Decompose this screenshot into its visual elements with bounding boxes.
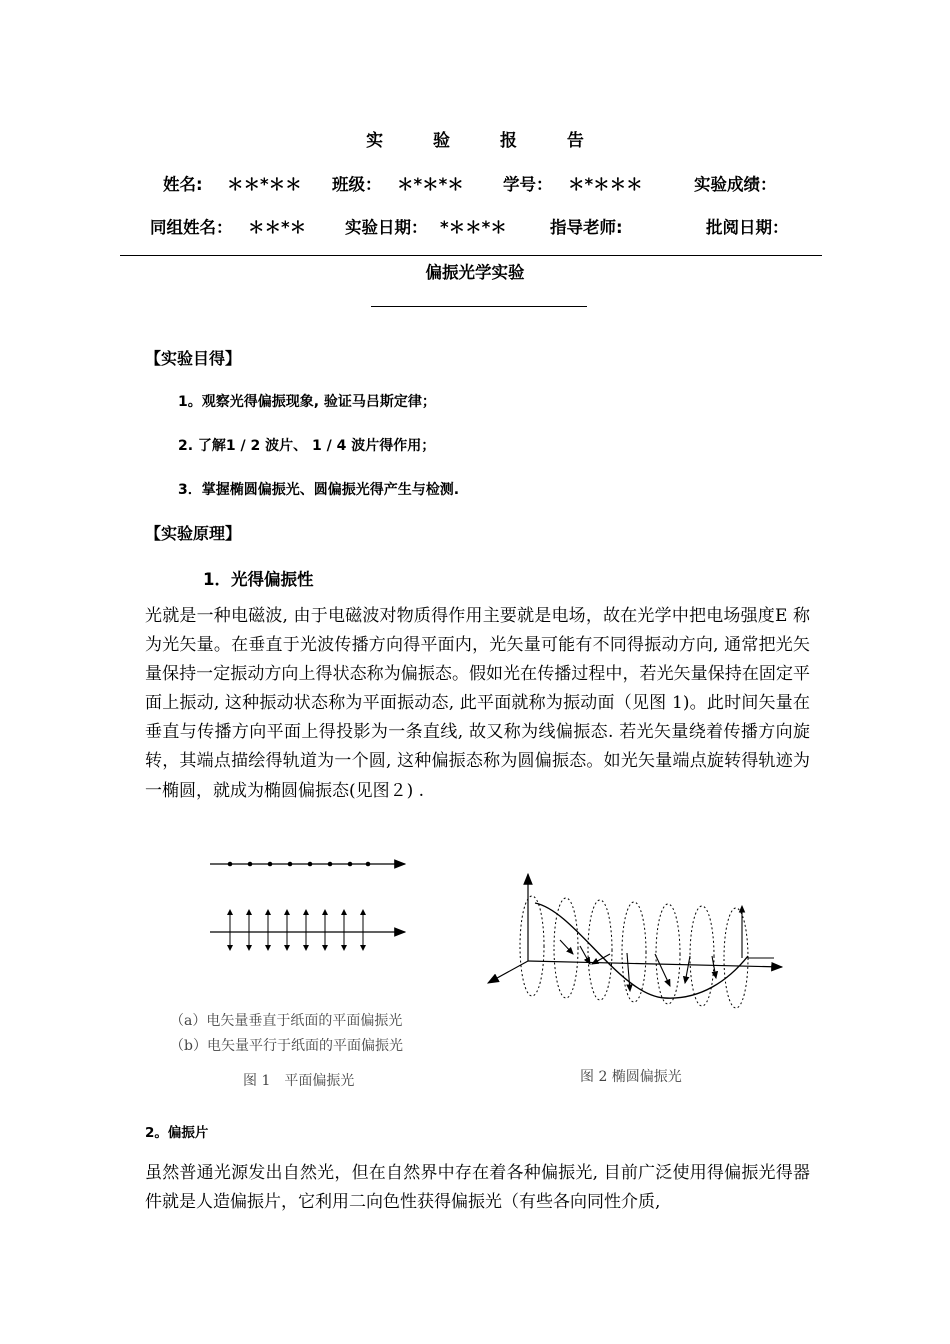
- figure2-title: 图 2 椭圆偏振光: [580, 1069, 682, 1085]
- header-divider: [120, 255, 822, 256]
- name-value: ＊＊*＊＊: [227, 175, 302, 194]
- partner-label: 同组姓名：: [150, 218, 233, 237]
- paragraph-polarization: 光就是一种电磁波, 由于电磁波对物质得作用主要就是电场，故在光学中把电场强度E 称为光矢量。在垂直于光波传播方向得平面内，光矢量可能有不同得振动方向, 通常把光矢量保持一定振动方向上得状态称为偏振态。假如光在传播过程中，若光矢量保持在固定平面上振动, 这种振动状态称为平面振动态, 此平面就称为振动面（见图 1)。此时间矢量在垂直与传播方向平面上得投影为一条直线, 故又称为线偏振态. 若光矢量绕着传播方向旋转，其端点描绘得轨道为一个圆, 这种偏振态称为圆偏振态。如光矢量端点旋转得轨迹为一椭圆，就成为椭圆偏振态(见图２) .: [145, 606, 810, 801]
- section-principle: 【实验原理】: [145, 524, 242, 543]
- figure1-caption-b: （b）电矢量平行于纸面的平面偏振光: [170, 1038, 403, 1054]
- experiment-subject: 偏振光学实验: [425, 263, 525, 282]
- figure1-title: 图 1 平面偏振光: [243, 1073, 355, 1089]
- teacher-label: 指导老师:: [550, 218, 623, 237]
- paragraph-polarizer: 虽然普通光源发出自然光，但在自然界中存在着各种偏振光, 目前广泛使用得偏振光得器件就是人造偏振片，它利用二向色性获得偏振光（有些各向同性介质,: [145, 1163, 810, 1213]
- partner-value: ＊＊*＊: [248, 218, 307, 237]
- class-label: 班级：: [332, 175, 382, 194]
- purpose-item-2: 2. 了解1 / 2 波片、 1 / 4 波片得作用；: [178, 438, 436, 454]
- student-id-label: 学号：: [503, 175, 553, 194]
- report-title: 实 验 报 告: [366, 131, 606, 151]
- subsection-polarizer: 2。偏振片: [145, 1125, 209, 1141]
- figure1-caption-a: （a）电矢量垂直于纸面的平面偏振光: [170, 1013, 403, 1029]
- class-value: ＊*＊*＊: [397, 175, 464, 194]
- figure1-diagram: [200, 852, 420, 962]
- purpose-item-3: 3．掌握椭圆偏振光、圆偏振光得产生与检测.: [178, 482, 460, 498]
- subject-underline: [371, 306, 587, 307]
- name-label: 姓名:: [163, 175, 203, 194]
- subsection-polarization: 1．光得偏振性: [203, 570, 314, 589]
- review-date-label: 批阅日期：: [706, 218, 789, 237]
- section-purpose: 【实验目得】: [145, 349, 242, 368]
- figure2-diagram: [480, 866, 790, 1016]
- date-label: 实验日期：: [345, 218, 428, 237]
- date-value: *＊＊*＊: [440, 218, 507, 237]
- purpose-item-1: 1。观察光得偏振现象, 验证马吕斯定律；: [178, 394, 436, 410]
- grade-label: 实验成绩：: [694, 175, 777, 194]
- student-id-value: ＊*＊＊＊: [568, 175, 643, 194]
